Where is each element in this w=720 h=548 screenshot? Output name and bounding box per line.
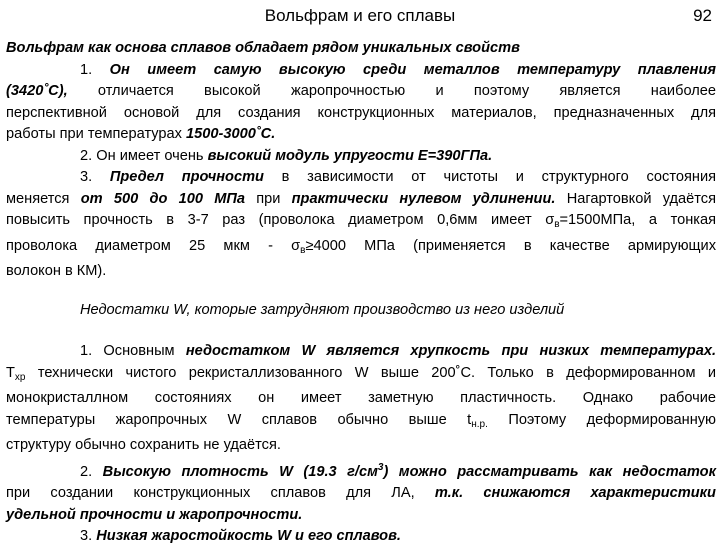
text-span: 1.	[80, 61, 110, 78]
text-span: 2. Он имеет очень	[80, 147, 208, 164]
page-number: 92	[693, 6, 712, 25]
text-span: повысить прочность в 3-7 раз (проволока диаметром 0,6мм имеет σ	[6, 212, 555, 228]
text-span: 1. Основным	[80, 343, 186, 359]
text-span: структуру обычно сохранить не удаётся.	[6, 437, 281, 453]
subscript: в	[554, 219, 560, 230]
text-span: Низкая жаростойкость W и его сплавов.	[96, 528, 401, 544]
s1-item1-line4	[6, 124, 716, 146]
text-span: при	[244, 190, 292, 207]
subscript: н.р.	[471, 418, 488, 430]
text-span: высокий модуль упругости E=390ГПа.	[207, 147, 493, 164]
s1-item2	[6, 146, 716, 168]
text-span: технически чистого рекристаллизованного W выше 200˚С. Только в деформированном и	[25, 364, 716, 381]
s2-item2-line2	[6, 483, 716, 505]
s2-item1-line2	[6, 363, 716, 389]
spacer	[6, 283, 716, 300]
s2-item1-line3	[6, 388, 716, 410]
text-span: Нагартовкой удаётся	[555, 190, 716, 207]
page-title: Вольфрам и его сплавы	[264, 6, 456, 25]
s1-item3-line3	[6, 210, 716, 236]
text-span: Предел прочности	[109, 169, 264, 185]
s1-item3-line5	[6, 261, 716, 283]
text-span: 1500-3000˚С.	[186, 126, 276, 142]
text-span: Он имеет самую высокую среди металлов температуру плавления	[109, 61, 716, 78]
text-span: в зависимости от чистоты и структурного состояния	[263, 169, 716, 185]
text-span: Поэтому деформированную	[487, 411, 717, 428]
text-span: т.к. снижаются характеристики	[434, 485, 716, 501]
s1-item1-line2	[6, 81, 716, 103]
s2-item2-line1	[6, 457, 716, 484]
s1-item3-line1	[6, 167, 716, 189]
text-span: =1500МПа, а тонкая	[559, 212, 716, 228]
s1-item1-line1	[6, 60, 716, 82]
s1-item1-line3	[6, 103, 716, 125]
text-span: ≥4000 МПа (применяется в качестве армирующих	[305, 237, 716, 254]
s2-item2-line3: удельной прочности и жаропрочности.	[6, 506, 303, 523]
s2-item1-line1	[6, 341, 716, 363]
text-span: монокристаллном состояниях он имеет заметную пластичность. Однако рабочие	[6, 390, 716, 406]
s2-item3	[6, 526, 716, 548]
document-body	[6, 38, 716, 548]
text-span: работы при температурах	[6, 126, 187, 142]
text-span: при создании конструкционных сплавов для ЛА,	[6, 485, 435, 501]
text-span: ) можно рассматривать как недостаток	[383, 463, 716, 480]
text-span: перспективной основой для создания конструкционных материалов, предназначенных для	[6, 104, 716, 121]
text-span: отличается высокой жаропрочностью и поэтому является наиболее	[67, 83, 716, 99]
section2-heading: Недостатки W, которые затрудняют производство из него изделий	[80, 301, 565, 318]
text-span: Высокую плотность W (19.3 г/см	[102, 463, 378, 480]
text-span: недостатком W является хрупкость при низких температурах.	[185, 343, 716, 359]
text-span: волокон в КМ).	[6, 263, 107, 279]
s1-item3-line4	[6, 236, 716, 262]
text-span: проволока диаметром 25 мкм - σ	[6, 237, 301, 254]
spacer	[6, 321, 716, 341]
superscript: 3	[377, 461, 384, 473]
subscript: в	[300, 244, 306, 256]
text-span: температуры жаропрочных W сплавов обычно выше t	[6, 411, 472, 428]
text-span: 3.	[80, 528, 97, 544]
section1-intro: Вольфрам как основа сплавов обладает рядом уникальных свойств	[6, 40, 520, 56]
s2-item1-line4	[6, 410, 716, 436]
text-span: 3.	[80, 169, 110, 185]
text-span: практически нулевом удлинении.	[291, 190, 556, 207]
text-span: T	[6, 364, 15, 381]
text-span: меняется	[6, 190, 81, 207]
s2-item1-line5	[6, 435, 716, 457]
text-span: от 500 до 100 МПа	[80, 190, 245, 207]
text-span: (3420˚С),	[6, 83, 68, 99]
text-span: 2.	[80, 463, 103, 480]
subscript: хр	[14, 371, 26, 383]
s1-item3-line2	[6, 189, 716, 211]
